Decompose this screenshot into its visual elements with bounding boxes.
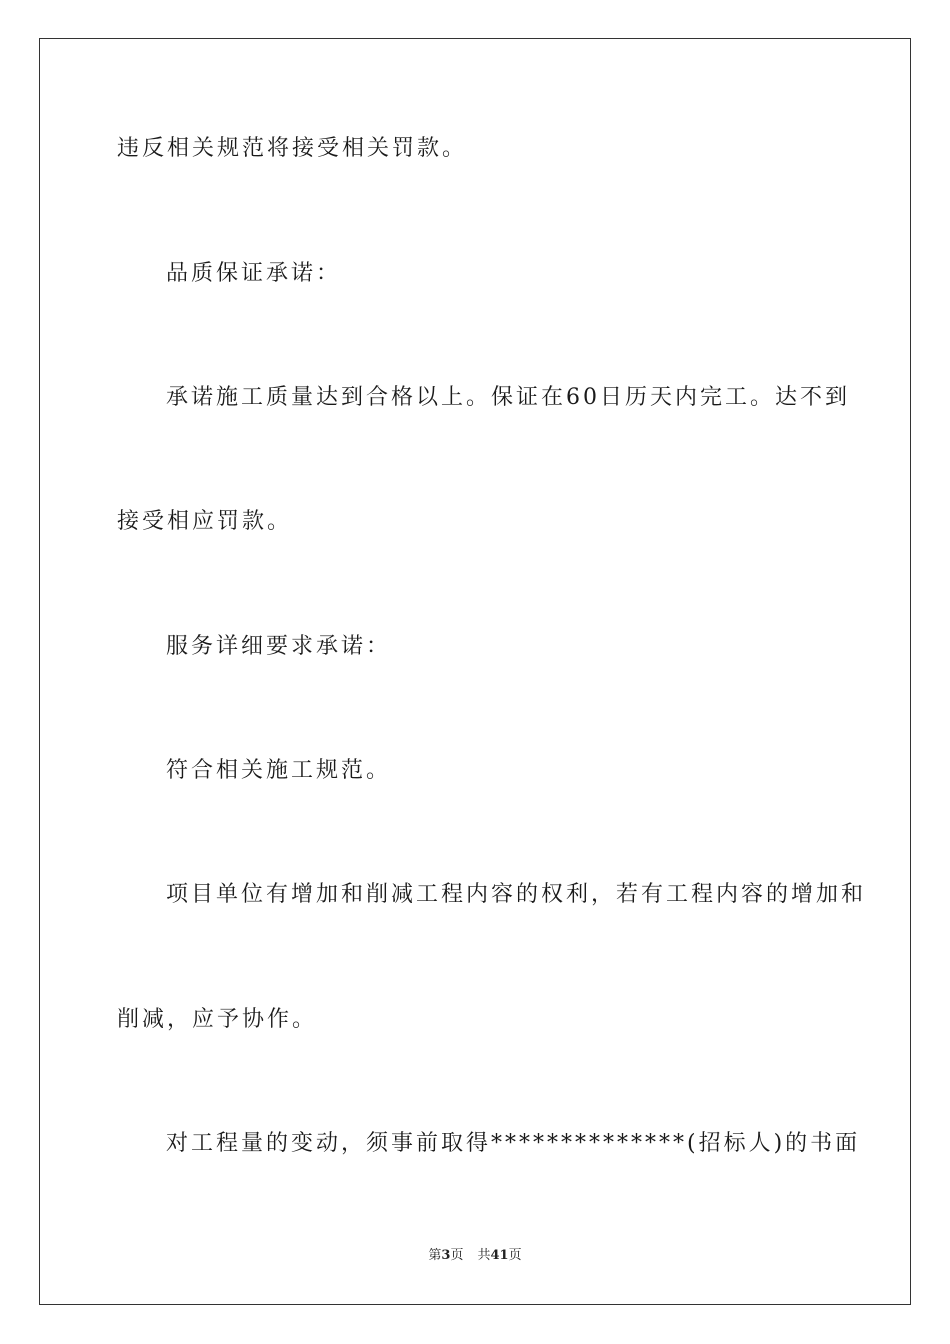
total-pages: 41 [490,1248,509,1263]
page-border [39,38,911,1305]
page-number: 3 [441,1248,451,1263]
page-suffix: 页 [450,1248,464,1263]
page-prefix: 第 [428,1248,442,1263]
total-suffix: 页 [508,1248,522,1263]
body-line-9: 对工程量的变动，须事前取得**************(招标人)的书面 [166,1131,861,1156]
page-footer [0,1246,950,1266]
body-line-7: 项目单位有增加和削减工程内容的权利，若有工程内容的增加和 [166,882,867,907]
section-heading-quality-assurance: 品质保证承诺： [166,261,342,286]
total-prefix: 共 [477,1248,491,1263]
body-line-4: 接受相应罚款。 [117,509,293,534]
body-line-3: 承诺施工质量达到合格以上。保证在60日历天内完工。达不到 [166,385,850,410]
body-line-1: 违反相关规范将接受相关罚款。 [117,136,468,161]
body-line-6: 符合相关施工规范。 [166,758,392,783]
section-heading-service-requirements: 服务详细要求承诺： [166,634,392,659]
body-line-8: 削减，应予协作。 [117,1007,318,1032]
